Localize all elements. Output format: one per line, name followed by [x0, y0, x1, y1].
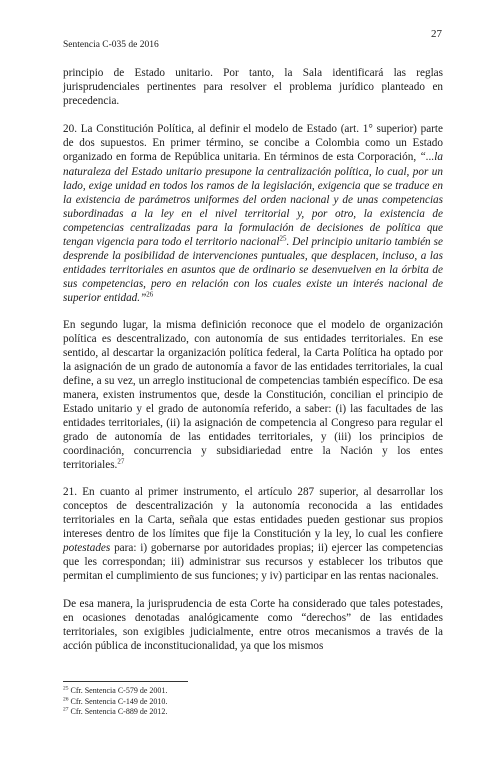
footnote-ref-25: 25: [279, 234, 287, 243]
quote-part-a: “...la naturaleza del Estado unitario presupone la centralización política, lo cual, por un lado, exige unidad en todos los ramos de la legislación, exigencia que se traduce en la existencia de parámetros uniformes del orden nacional y de unas competencias subordinadas a la ley en el nivel territorial y, por otro, la existencia de competencias centralizadas para la formulación de decisiones de política que tengan vigencia para todo el territorio nacional: [63, 151, 443, 249]
footnote-number: 25: [63, 685, 69, 692]
footnote-number: 27: [63, 706, 69, 713]
running-header: Sentencia C-035 de 2016: [63, 40, 159, 50]
body-text: [63, 66, 443, 668]
quote-part-b: . Del principio unitario también se desprende la posibilidad de intervenciones puntuales, que desplacen, incluso, a las entidades territoriales en asuntos que de ordinario se desenvuelven en la órbita de sus competencias, pero en relación con los cuales existe un interés nacional de superior entidad.”: [63, 236, 443, 305]
footnotes: [63, 686, 443, 718]
footnote-text: Cfr. Sentencia C-149 de 2010.: [68, 696, 168, 706]
footnote-item: [63, 707, 443, 718]
paragraph-20-intro: 20. La Constitución Política, al definir el modelo de Estado (art. 1° superior) parte de dos supuestos. En primer término, se concibe a Colombia como un Estado organizado en forma de República unitaria. En términos de esta Corporación,: [63, 123, 443, 164]
footnote-ref-26: 26: [146, 290, 154, 299]
footnote-text: Cfr. Sentencia C-579 de 2001.: [68, 686, 168, 695]
paragraph-1: principio de Estado unitario. Por tanto, la Sala identificará las reglas jurisprudenciales pertinentes para resolver el problema jurídico planteado en precedencia.: [63, 67, 443, 108]
paragraph-last: De esa manera, la jurisprudencia de esta Corte ha considerado que tales potestades, en ocasiones denotadas analógicamente como “derechos” de las entidades territoriales, son exigibles judicialmente, entre otros mecanismos a través de la acción pública de inconstitucionalidad, ya que los mismos: [63, 598, 443, 653]
footnote-item: [63, 697, 443, 708]
paragraph-21-part-b: para: i) gobernarse por autoridades propias; ii) ejercer las competencias que les correspondan; iii) administrar sus recursos y establecer los tributos que permitan el cumplimiento de sus funciones; y iv) participar en las rentas nacionales.: [63, 541, 443, 583]
paragraph-second-text: En segundo lugar, la misma definición reconoce que el modelo de organización política es descentralizado, con autonomía de sus entidades territoriales. En ese sentido, al descartar la organización política federal, la Carta Política ha optado por la asignación de un grado de autonomía a favor de las entidades territoriales, la cual define, a su vez, un arreglo institucional de competencias también específico. De esa manera, existen instrumentos que, desde la Constitución, concilian el principio de Estado unitario y el grado de autonomía referido, a saber: (i) las facultades de las entidades territoriales, (ii) la asignación de competencia al Congreso para regular el grado de autonomía de las entidades territoriales, y (iii) los principios de coordinación, concurrencia y subsidiariedad entre la Nación y los entes territoriales.: [63, 318, 443, 472]
footnote-number: 26: [63, 695, 69, 702]
footnote-item: [63, 686, 443, 697]
paragraph-second: [63, 318, 443, 473]
potestades-term: potestades: [63, 541, 111, 554]
footnote-ref-27: 27: [117, 457, 125, 466]
footnote-text: Cfr. Sentencia C-889 de 2012.: [68, 707, 168, 716]
footnote-divider: [63, 681, 188, 682]
paragraph-20: [63, 122, 443, 305]
paragraph-21: [63, 485, 443, 584]
page-number: 27: [431, 28, 442, 40]
paragraph-21-part-a: 21. En cuanto al primer instrumento, el artículo 287 superior, al desarrollar los conceptos de descentralización y la autonomía reconocida a las entidades territoriales en la Carta, señala que estas entidades pueden gestionar sus propios intereses dentro de los límites que fije la Constitución y la ley, lo cual les confiere: [63, 485, 443, 540]
